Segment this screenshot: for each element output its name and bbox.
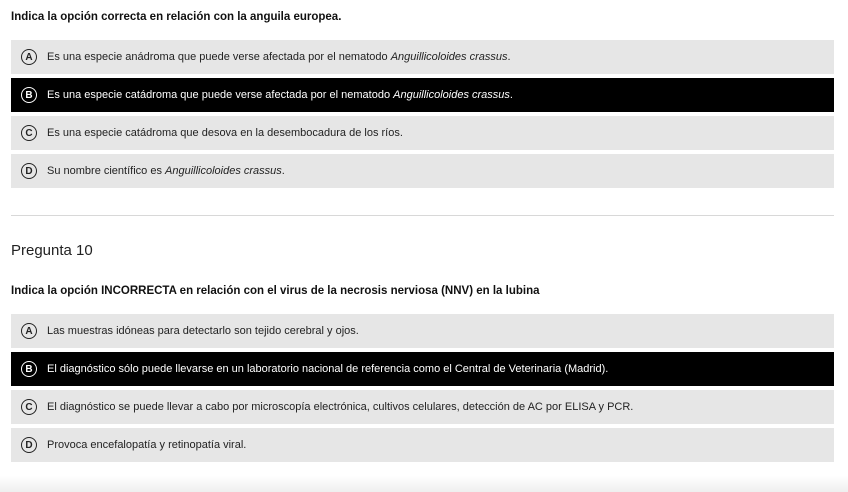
option-a[interactable] (11, 314, 834, 348)
option-text: El diagnóstico se puede llevar a cabo por microscopía electrónica, cultivos celulares, detección de AC por ELISA y PCR. (47, 401, 634, 413)
option-text: El diagnóstico sólo puede llevarse en un laboratorio nacional de referencia como el Central de Veterinaria (Madrid). (47, 363, 609, 375)
option-text: Provoca encefalopatía y retinopatía viral. (47, 439, 247, 451)
option-d[interactable] (11, 154, 834, 188)
bottom-scroll-shadow (0, 476, 848, 492)
option-letter-badge: B (21, 361, 37, 377)
question-10-title: Pregunta 10 (11, 242, 93, 259)
option-letter-badge: C (21, 125, 37, 141)
option-b[interactable] (11, 352, 834, 386)
option-letter-badge: A (21, 49, 37, 65)
option-letter-badge: D (21, 163, 37, 179)
option-text: Es una especie catádroma que puede verse afectada por el nematodo Anguillicoloides crassus. (47, 89, 513, 101)
option-c[interactable] (11, 390, 834, 424)
question-9-options (11, 40, 834, 192)
option-letter-badge: B (21, 87, 37, 103)
question-9-prompt: Indica la opción correcta en relación con la anguila europea. (11, 11, 342, 23)
option-letter-badge: C (21, 399, 37, 415)
option-d[interactable] (11, 428, 834, 462)
option-letter-badge: D (21, 437, 37, 453)
option-letter-badge: A (21, 323, 37, 339)
option-text: Su nombre científico es Anguillicoloides crassus. (47, 165, 285, 177)
section-divider (11, 215, 834, 216)
option-b[interactable] (11, 78, 834, 112)
option-a[interactable] (11, 40, 834, 74)
option-text: Las muestras idóneas para detectarlo son tejido cerebral y ojos. (47, 325, 359, 337)
option-c[interactable] (11, 116, 834, 150)
option-text: Es una especie catádroma que desova en la desembocadura de los ríos. (47, 127, 403, 139)
question-10-options (11, 314, 834, 466)
option-text: Es una especie anádroma que puede verse afectada por el nematodo Anguillicoloides crassus. (47, 51, 511, 63)
question-10-prompt: Indica la opción INCORRECTA en relación con el virus de la necrosis nerviosa (NNV) en la lubina (11, 285, 540, 297)
